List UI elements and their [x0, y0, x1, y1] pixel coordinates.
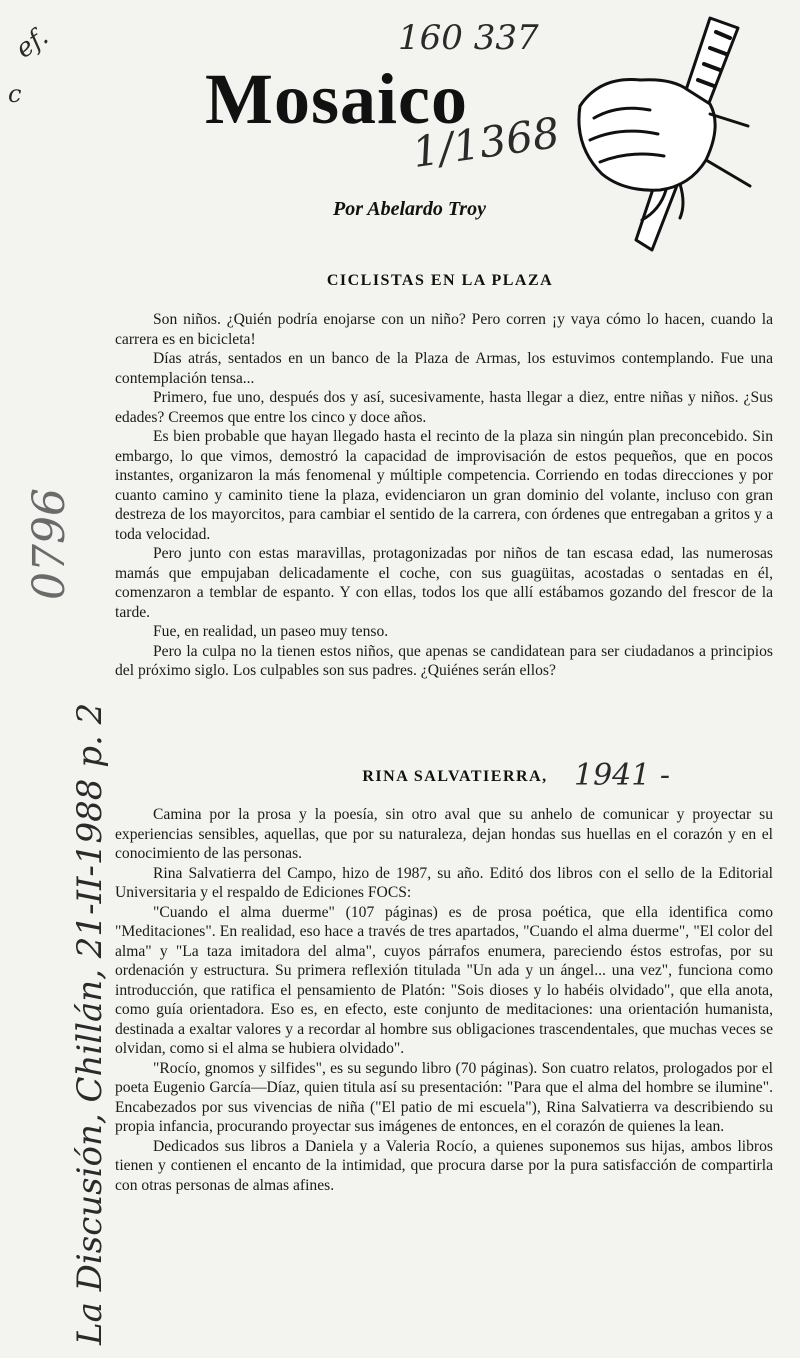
handwritten-corner-mark: ef.	[10, 21, 55, 65]
paragraph: Dedicados sus libros a Daniela y a Valeria Rocío, a quienes suponemos sus hijas, ambos libros tienen y contienen el encanto de la intimidad, que procura darse por la pura satisfacción de compartirla con otras personas de almas afines.	[115, 1137, 773, 1194]
paragraph: Pero junto con estas maravillas, protagonizadas por niños de tan escasa edad, las numerosas mamás que empujaban delicadamente el coche, con sus guagüitas, acostadas o sentadas en él, comenzaron a temblar de espanto. Y con ellas, todos los que allí estábamos gozando del frescor de la tarde.	[115, 545, 773, 621]
paragraph: Días atrás, sentados en un banco de la Plaza de Armas, los estuvimos contemplando. Fue una contemplación tensa...	[115, 350, 773, 387]
paragraph: "Rocío, gnomos y silfides", es su segundo libro (70 páginas). Son cuatro relatos, prologados por el poeta Eugenio García—Díaz, quien titula así su presentación: "Para que el alma del hombre se ilumine". Encabezados por sus vivencias de niña ("El patio de mi escuela"), Rina Salvatierra va describiendo su propia infancia, procurando proyectar sus imágenes de entonces, en el corazón de quienes la lean.	[115, 1059, 773, 1135]
page-title: Mosaico	[205, 59, 468, 139]
paragraph: "Cuando el alma duerme" (107 páginas) es de prosa poética, que ella identifica como "Meditaciones". En realidad, eso hace a través de tres apartados, "Cuando el alma duerme", "El color del alma" y "La taza imitadora del alma", cuyos párrafos enumera, pareciendo éstos estrofas, por su ordenación y estructura. Su primera reflexión titulada "Un ada y un ángel... una vez", funciona como introducción, que ratifica el pensamiento de Platón: "Sois dioses y lo habéis olvidado", que ella anota, como guía orientadora. Eso es, en efecto, este conjunto de meditaciones: una orientación humanista, destinada a exaltar valores y a recordar al hombre sus obligaciones trascendentales, que muchas veces se olvidan, como si el alma se hubiera olvidado".	[115, 903, 773, 1057]
handwritten-top-number: 160 337	[398, 18, 539, 58]
section-title-ciclistas: CICLISTAS EN LA PLAZA	[326, 272, 554, 289]
hand-holding-pen-icon	[560, 14, 760, 254]
handwritten-slash-number: 1/1368	[409, 107, 563, 178]
paragraph: Camina por la prosa y la poesía, sin otro aval que su anhelo de comunicar y proyectar su experiencias sensibles, aquellas, que por su naturaleza, dejan hondas sus huellas en el corazón y en el conocimiento de las personas.	[115, 806, 773, 862]
handwritten-year: 1941 -	[574, 758, 671, 793]
article-ciclistas	[115, 310, 773, 681]
byline: Por Abelardo Troy	[333, 198, 486, 220]
paragraph: Primero, fue uno, después dos y así, sucesivamente, hasta llegar a diez, entre niñas y niños. ¿Sus edades? Creemos que entre los cinco y doce años.	[115, 389, 773, 426]
handwritten-margin-note: La Discusión, Chillán, 21-II-1988 p. 2	[70, 702, 110, 1345]
paragraph: Rina Salvatierra del Campo, hizo de 1987, su año. Editó dos libros con el sello de la Editorial Universitaria y el respaldo de Ediciones FOCS:	[115, 864, 773, 901]
article-rina	[115, 805, 773, 1195]
handwritten-side-number: 0796	[24, 488, 75, 600]
section-title-rina: RINA SALVATIERRA,	[362, 768, 548, 785]
handwritten-corner-mark-2: c	[8, 80, 22, 108]
paragraph: Es bien probable que hayan llegado hasta el recinto de la plaza sin ningún plan preconcebido. Sin embargo, lo que vimos, demostró la capacidad de improvisación de estos pequeños, que en pocos instantes, organizaron la más fenomenal y múltiple competencia. Corriendo en todas direcciones y por cuanto camino y caminito tiene la plaza, evidenciaron un gran dominio del volante, incluso con gran destreza de los mayorcitos, para cambiar el sentido de la carrera, con órdenes que entregaban a gritos y a toda velocidad.	[115, 428, 773, 543]
paragraph: Son niños. ¿Quién podría enojarse con un niño? Pero corren ¡y vaya cómo lo hacen, cuando la carrera es en bicicleta!	[115, 311, 773, 348]
paragraph: Fue, en realidad, un paseo muy tenso.	[153, 623, 389, 640]
paragraph: Pero la culpa no la tienen estos niños, que apenas se candidatean para ser ciudadanos a principios del próximo siglo. Los culpables son sus padres. ¿Quiénes serán ellos?	[115, 642, 773, 679]
